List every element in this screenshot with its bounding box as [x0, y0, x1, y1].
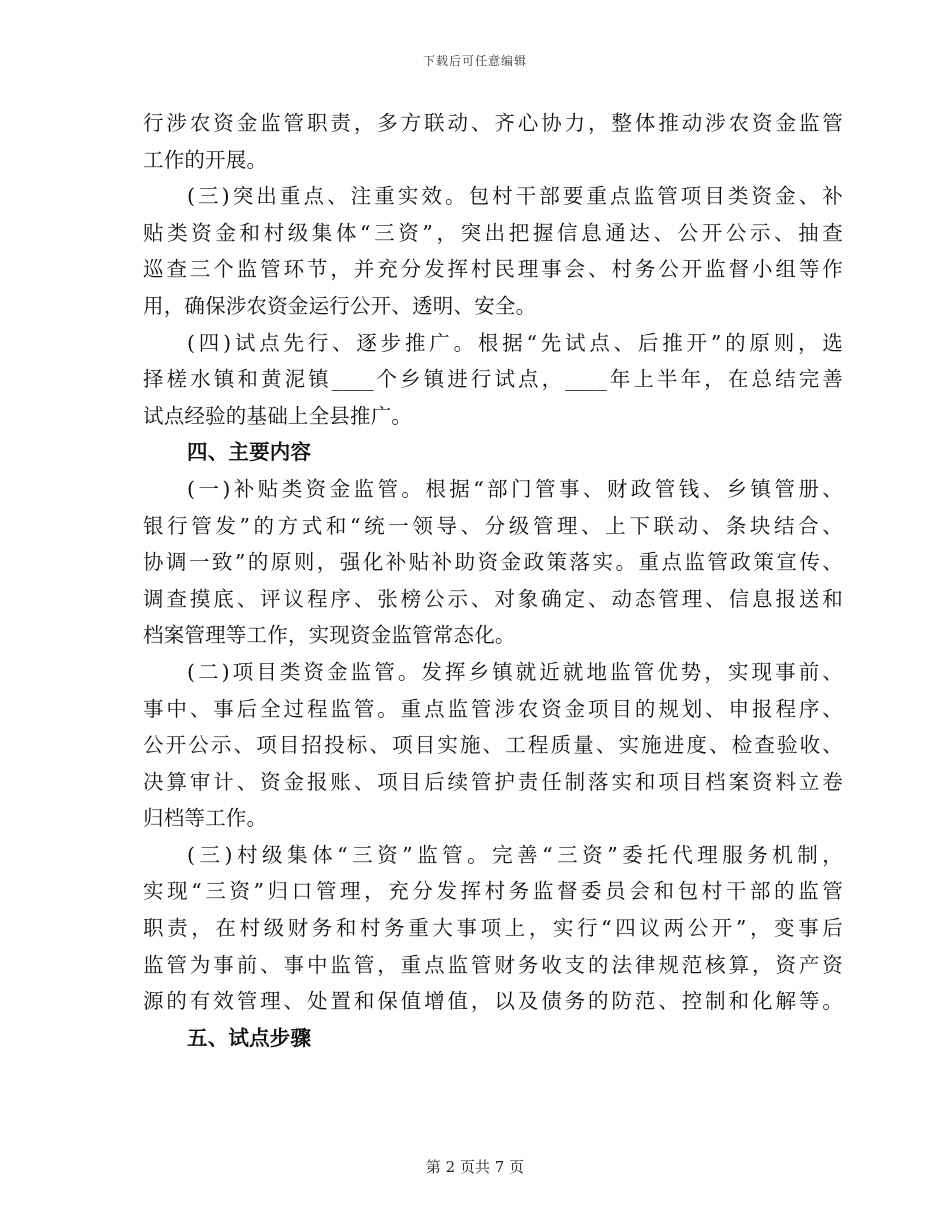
- paragraph-start-line: (三)突出重点、注重实效。包村干部要重点监管项目类资金、补: [187, 184, 843, 209]
- page-header: 下载后可任意编辑: [422, 54, 527, 68]
- text-line: 档案管理等工作，实现资金监管常态化。: [143, 623, 516, 648]
- text-line: 监管为事前、事中监管，重点监管财务收支的法律规范核算，资产资: [143, 952, 843, 977]
- text-line: 工作的开展。: [143, 147, 268, 172]
- text-line: 行涉农资金监管职责，多方联动、齐心协力，整体推动涉农资金监管: [143, 111, 843, 135]
- text-line: 试点经验的基础上全县推广。: [143, 403, 413, 428]
- text-line: 事中、事后全过程监管。重点监管涉农资金项目的规划、申报程序、: [143, 696, 843, 721]
- page-footer: 第 2 页共 7 页: [425, 1158, 525, 1176]
- paragraph-start-line: (四)试点先行、逐步推广。根据“先试点、后推开”的原则，选: [187, 330, 843, 355]
- text-line: 巡查三个监管环节，并充分发挥村民理事会、村务公开监督小组等作: [143, 257, 843, 282]
- text-line: 公开公示、项目招投标、项目实施、工程质量、实施进度、检查验收、: [143, 733, 843, 758]
- text-line: 职责，在村级财务和村务重大事项上，实行“四议两公开”，变事后: [143, 916, 843, 941]
- section-heading: 四、主要内容: [187, 440, 312, 465]
- text-line: 归档等工作。: [143, 806, 268, 831]
- text-line: 协调一致”的原则，强化补贴补助资金政策落实。重点监管政策宣传、: [143, 550, 843, 575]
- text-line: 银行管发”的方式和“统一领导、分级管理、上下联动、条块结合、: [143, 513, 843, 538]
- paragraph-start-line: (二)项目类资金监管。发挥乡镇就近就地监管优势，实现事前、: [187, 659, 843, 684]
- paragraph-start-line: (三)村级集体“三资”监管。完善“三资”委托代理服务机制，: [187, 842, 843, 867]
- text-line: 实现“三资”归口管理，充分发挥村务监督委员会和包村干部的监管: [143, 879, 843, 904]
- text-line: 择槎水镇和黄泥镇____个乡镇进行试点，____年上半年，在总结完善: [143, 367, 843, 392]
- text-line: 贴类资金和村级集体“三资”，突出把握信息通达、公开公示、抽查: [143, 220, 843, 245]
- section-heading: 五、试点步骤: [187, 1025, 312, 1050]
- paragraph-start-line: (一)补贴类资金监管。根据“部门管事、财政管钱、乡镇管册、: [187, 476, 843, 501]
- text-line: 决算审计、资金报账、项目后续管护责任制落实和项目档案资料立卷: [143, 769, 843, 794]
- text-line: 调查摸底、评议程序、张榜公示、对象确定、动态管理、信息报送和: [143, 586, 843, 611]
- document-body: [143, 105, 843, 1056]
- text-line: 源的有效管理、处置和保值增值，以及债务的防范、控制和化解等。: [143, 989, 843, 1014]
- text-line: 用，确保涉农资金运行公开、透明、安全。: [143, 293, 537, 318]
